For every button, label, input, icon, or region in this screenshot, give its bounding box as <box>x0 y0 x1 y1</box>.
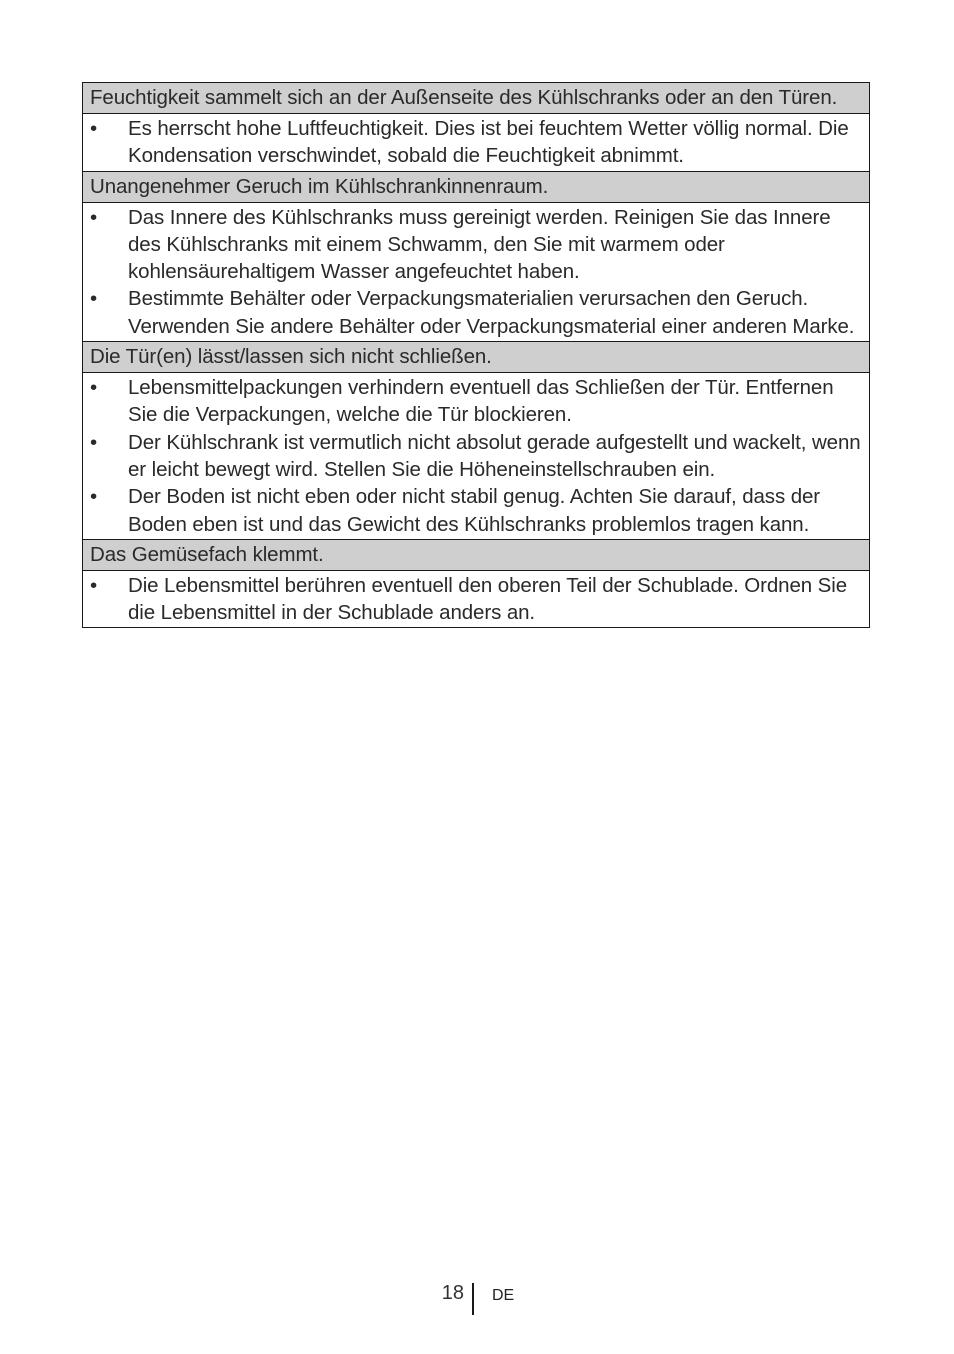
bullet-icon: • <box>90 117 98 140</box>
cause-text: Lebensmittelpackungen verhindern eventuell das Schließen der Tür. Entfernen Sie die Verpackungen, welche die Tür blockieren. <box>128 376 834 427</box>
cause-text: Der Kühlschrank ist vermutlich nicht absolut gerade aufgestellt und wackelt, wenn er leicht bewegt wird. Stellen Sie die Höheneinstellschrauben ein. <box>128 430 861 481</box>
problem-header: Feuchtigkeit sammelt sich an der Außenseite des Kühlschranks oder an den Türen. <box>83 83 869 113</box>
cause-list <box>83 570 869 628</box>
cause-list <box>83 202 869 341</box>
problem-header: Unangenehmer Geruch im Kühlschrankinnenraum. <box>83 171 869 202</box>
cause-text: Das Innere des Kühlschranks muss gereinigt werden. Reinigen Sie das Innere des Kühlschranks mit einem Schwamm, den Sie mit warmem oder kohlensäurehaltigem Wasser angefeuchtet haben. <box>128 205 831 284</box>
bullet-icon: • <box>90 376 98 400</box>
cause-text: Der Boden ist nicht eben oder nicht stabil genug. Achten Sie darauf, dass der Boden eben ist und das Gewicht des Kühlschranks problemlos tragen kann. <box>128 485 821 536</box>
cause-item <box>83 285 861 340</box>
cause-text: Es herrscht hohe Luftfeuchtigkeit. Dies ist bei feuchtem Wetter völlig normal. Die Kondensation verschwindet, sobald die Feuchtigkeit abnimmt. <box>128 117 849 168</box>
cause-item <box>83 204 861 286</box>
language-code: DE <box>492 1287 515 1304</box>
bullet-icon: • <box>90 485 98 509</box>
problem-header: Die Tür(en) lässt/lassen sich nicht schließen. <box>83 341 869 372</box>
page-number: 18 <box>441 1282 464 1304</box>
footer-divider <box>472 1283 474 1315</box>
problem-header: Das Gemüsefach klemmt. <box>83 539 869 570</box>
cause-item <box>83 572 861 627</box>
bullet-icon: • <box>90 573 98 597</box>
cause-list <box>83 372 869 539</box>
troubleshooting-table <box>82 82 870 628</box>
cause-item <box>83 483 861 538</box>
cause-list <box>83 113 869 171</box>
cause-text: Bestimmte Behälter oder Verpackungsmaterialien verursachen den Geruch. Verwenden Sie andere Behälter oder Verpackungsmaterial einer anderen Marke. <box>128 287 855 338</box>
cause-text: Die Lebensmittel berühren eventuell den oberen Teil der Schublade. Ordnen Sie die Lebensmittel in der Schublade anders an. <box>128 573 848 625</box>
bullet-icon: • <box>90 205 98 229</box>
cause-item <box>83 115 861 170</box>
page-footer <box>0 1280 954 1316</box>
bullet-icon: • <box>90 430 98 454</box>
bullet-icon: • <box>90 287 98 311</box>
cause-item <box>83 429 861 484</box>
cause-item <box>83 374 861 429</box>
